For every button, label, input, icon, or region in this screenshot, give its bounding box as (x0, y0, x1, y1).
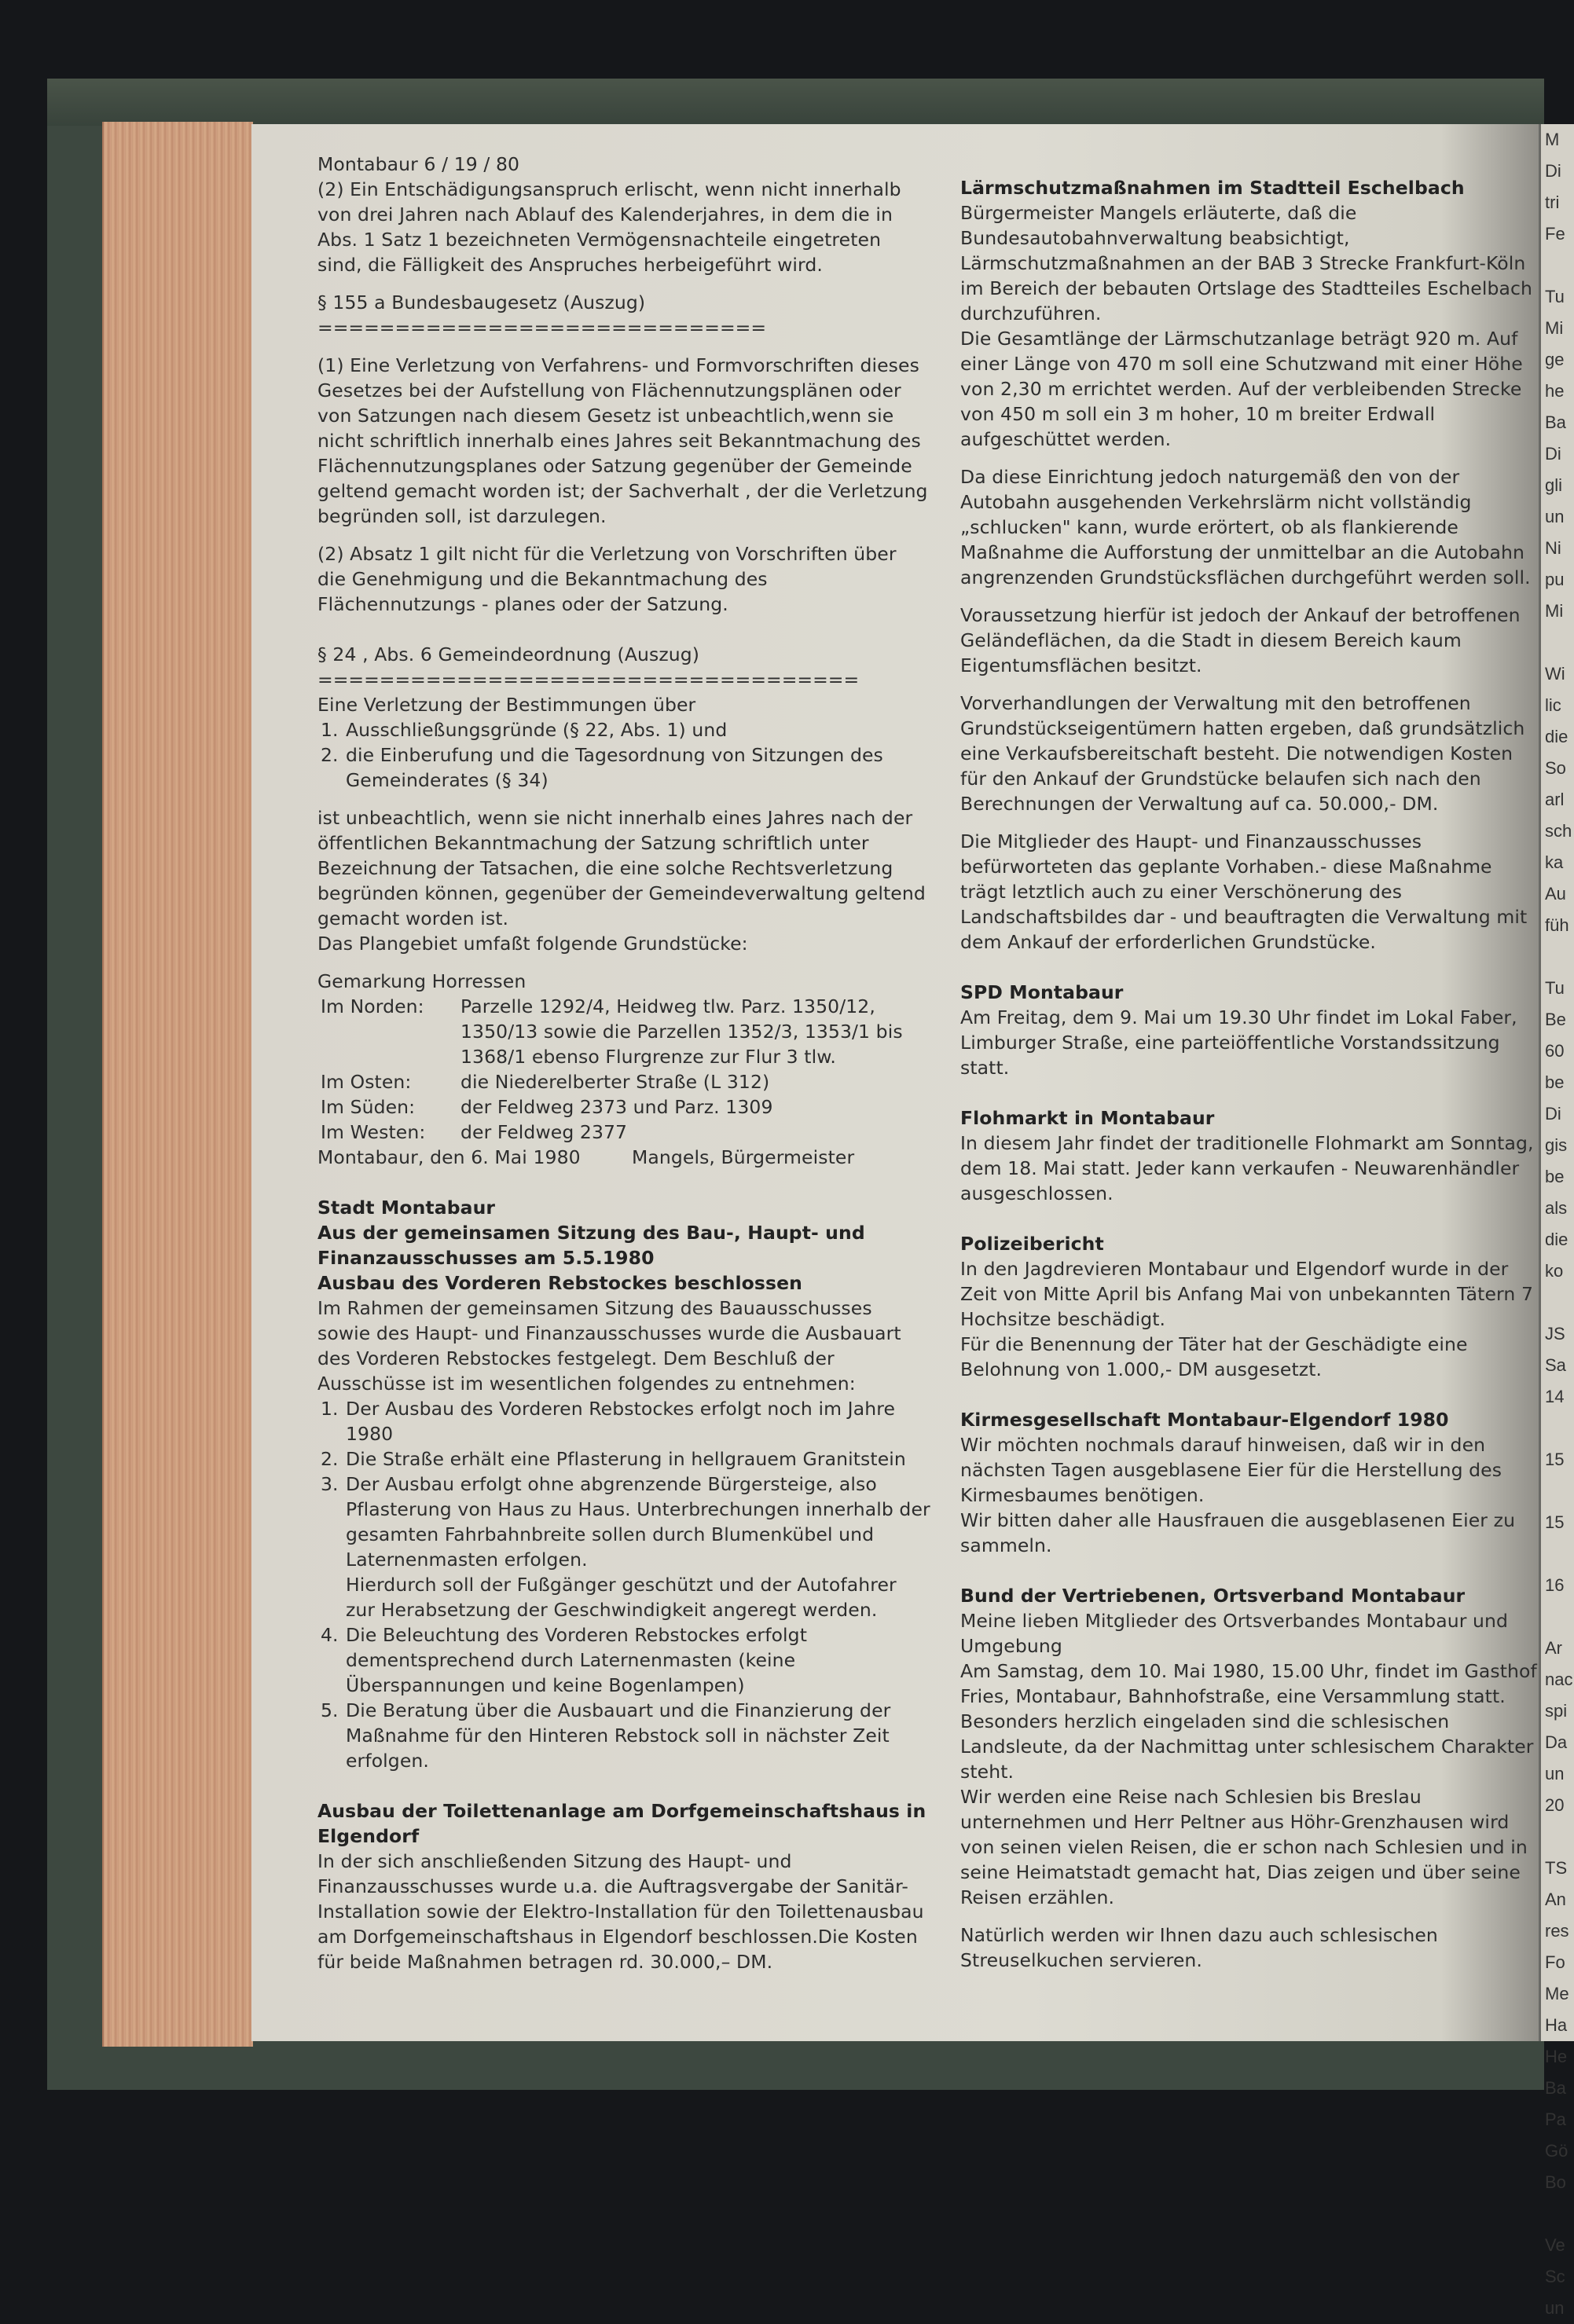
next-page-line: un (1545, 1764, 1565, 1783)
next-page-line: lic (1545, 695, 1561, 715)
next-page-line: die (1545, 727, 1568, 746)
list-item: 3. Der Ausbau erfolgt ohne abgrenzende Bürgersteige, also Pflasterung von Haus zu Haus. Unterbrechungen innerhalb der gesamten Fahrbahnbreite sollen durch Blumenkübel und Laternenmasten erfolgen. Hierdurch soll der Fußgänger geschützt und der Autofahrer zur Herabsetzung der Geschwindigkeit angeregt werden. (321, 1473, 930, 1621)
paragraph-kirmes-1: Wir möchten nochmals darauf hinweisen, daß wir in den nächsten Tagen ausgeblasene Eier für die Herstellung des Kirmesbaumes benötigen. (960, 1434, 1502, 1506)
next-page-line: Fo (1545, 1952, 1565, 1972)
paragraph-155a-2: (2) Absatz 1 gilt nicht für die Verletzung von Vorschriften über die Genehmigung und die Bekanntmachung des Flächennutzungs - planes oder der Satzung. (317, 543, 897, 615)
paragraph-laerm-2: Die Gesamtlänge der Lärmschutzanlage beträgt 920 m. Auf einer Länge von 470 m soll eine Schutzwand mit einer Höhe von 2,30 m errichtet werden. Auf der verbleibenden Strecke von 450 m soll ein 3 m hoher, 10 m breiter Erdwall aufgeschüttet werden. (960, 328, 1523, 450)
next-page-line: 15 (1545, 1450, 1565, 1469)
next-page-line: So (1545, 758, 1566, 778)
next-page-line: Ba (1545, 412, 1566, 432)
next-page-line: Wi (1545, 664, 1565, 684)
list-item: 2. Die Straße erhält eine Pflasterung in hellgrauem Granitstein (321, 1448, 906, 1470)
next-page-line: 14 (1545, 1387, 1565, 1406)
paragraph-155a-1: (1) Eine Verletzung von Verfahrens- und Formvorschriften dieses Gesetzes bei der Aufstellung von Flächennutzungsplänen oder von Satzungen nach diesem Gesetz ist unbeachtlich,wenn sie nicht schriftlich innerhalb eines Jahres seit Bekanntmachung des Flächennutzungsplanes oder Satzung gegenüber der Gemeinde geltend gemacht worden ist; der Sachverhalt , der die Verletzung begründen soll, ist darzulegen. (317, 354, 928, 527)
next-page-line: M (1545, 130, 1560, 149)
paragraph-spd: Am Freitag, dem 9. Mai um 19.30 Uhr findet im Lokal Faber, Limburger Straße, eine parteiöffentliche Vorstandssitzung statt. (960, 1006, 1517, 1079)
next-page-line: Sc (1545, 2267, 1565, 2286)
heading-toilette: Ausbau der Toilettenanlage am Dorfgemeinschaftshaus in Elgendorf (317, 1800, 926, 1847)
signature-place: Montabaur, den 6. Mai 1980 (317, 1146, 581, 1168)
table-row: Im Westen: der Feldweg 2377 (321, 1121, 628, 1143)
next-page-line: ka (1545, 852, 1564, 872)
heading-kirmes: Kirmesgesellschaft Montabaur-Elgendorf 1980 (960, 1409, 1449, 1431)
paragraph-flohmarkt: In diesem Jahr findet der traditionelle Flohmarkt am Sonntag, dem 18. Mai statt. Jeder kann verkaufen - Neuwarenhändler ausgeschlossen. (960, 1132, 1534, 1204)
next-page-line: Ar (1545, 1638, 1562, 1658)
next-page-line: Da (1545, 1732, 1568, 1752)
list-item: 4. Die Beleuchtung des Vorderen Rebstockes erfolgt dementsprechend durch Laternenmasten (keine Überspannungen und keine Bogenlampen) (321, 1624, 808, 1696)
paragraph-laerm-5: Vorverhandlungen der Verwaltung mit den betroffenen Grundstückseigentümern hatten ergeben, daß grundsätzlich eine Verkaufsbereitschaft besteht. Die notwendigen Kosten für den Ankauf der Grundstücke belaufen sich nach den Berechnungen der Verwaltung auf ca. 50.000,- DM. (960, 692, 1525, 815)
next-page-line: als (1545, 1198, 1568, 1218)
heading-155a: § 155 a Bundesbaugesetz (Auszug) (317, 291, 646, 313)
next-page-line: 16 (1545, 1575, 1565, 1595)
next-page-line (1541, 941, 1574, 973)
table-row: Im Osten: die Niederelberter Straße (L 312) (321, 1071, 770, 1093)
list-24 (317, 717, 930, 793)
paragraph-vertriebene-2: Am Samstag, dem 10. Mai 1980, 15.00 Uhr, findet im Gasthof Fries, Montabaur, Bahnhofstraße, eine Versammlung statt. Besonders herzlich eingeladen sind die schlesischen Landsleute, da der Nachmittag unter schlesischem Charakter steht. (960, 1660, 1537, 1783)
heading-polizei: Polizeibericht (960, 1233, 1104, 1255)
page-header: Montabaur 6 / 19 / 80 (317, 153, 520, 175)
heading-stadt: Stadt Montabaur (317, 1197, 496, 1219)
heading-24: § 24 , Abs. 6 Gemeindeordnung (Auszug) (317, 643, 700, 665)
next-page-line (1541, 250, 1574, 281)
heading-flohmarkt: Flohmarkt in Montabaur (960, 1107, 1215, 1129)
paragraph-laerm-3: Da diese Einrichtung jedoch naturgemäß den von der Autobahn ausgehenden Verkehrslärm nicht vollständig „schlucken" kann, wurde erörtert, ob als flankierende Maßnahme die Aufforstung der unmittelbar an die Autobahn angrenzenden Grundstücksflächen durchgeführt werden soll. (960, 466, 1531, 588)
next-page-line: Ha (1545, 2015, 1568, 2035)
next-page-line: sch (1545, 821, 1572, 841)
next-page-line: Mi (1545, 318, 1564, 338)
next-page-line: Ba (1545, 2078, 1566, 2098)
next-page-line: ko (1545, 1261, 1564, 1281)
next-page-line: be (1545, 1072, 1565, 1092)
next-page-line: die (1545, 1230, 1568, 1249)
page-stack-edge (102, 122, 253, 2047)
paragraph-laerm-4: Voraussetzung hierfür ist jedoch der Ankauf der betroffenen Geländeflächen, da die Stadt in diesem Bereich kaum Eigentumsflächen besitzt. (960, 604, 1521, 676)
next-page-line: Ve (1545, 2235, 1565, 2255)
signature-name: Mangels, Bürgermeister (632, 1146, 855, 1168)
next-page-line: Di (1545, 444, 1561, 464)
next-page-line: He (1545, 2047, 1568, 2066)
paragraph-entschaedigung: (2) Ein Entschädigungsanspruch erlischt, wenn nicht innerhalb von drei Jahren nach Ablauf des Kalenderjahres, in dem die in Abs. 1 Satz 1 bezeichneten Vermögensnachteile eingetreten sind, die Fälligkeit des Anspruches herbeigeführt wird. (317, 178, 901, 276)
right-column (960, 175, 1538, 1973)
next-page-line: TS (1545, 1858, 1568, 1878)
next-page-line: Di (1545, 161, 1561, 181)
next-page-line (1541, 1475, 1574, 1507)
next-page-line: Ni (1545, 538, 1561, 558)
paragraph-24: ist unbeachtlich, wenn sie nicht innerhalb eines Jahres nach der öffentlichen Bekanntmachung der Satzung schriftlich unter Bezeichnung der Tatsachen, die eine solche Rechtsverletzung begründen können, gegenüber der Gemeindeverwaltung geltend gemacht worden ist. (317, 807, 926, 929)
paragraph-vertriebene-4: Natürlich werden wir Ihnen dazu auch schlesischen Streuselkuchen servieren. (960, 1924, 1438, 1971)
next-page-line: ge (1545, 350, 1565, 369)
next-page-line: Bo (1545, 2172, 1566, 2192)
paragraph-vertriebene-3: Wir werden eine Reise nach Schlesien bis Breslau unternehmen und Herr Peltner aus Höhr-Grenzhausen wird von seinen vielen Reisen, die er schon nach Schlesien und in seine Heimatstadt gemacht hat, Dias zeigen und über seine Reisen erzählen. (960, 1786, 1528, 1908)
list-item: 1. Ausschließungsgründe (§ 22, Abs. 1) und (321, 719, 728, 741)
next-page-line: spi (1545, 1701, 1568, 1721)
next-page-line: füh (1545, 915, 1569, 935)
heading-rebstock: Ausbau des Vorderen Rebstockes beschlossen (317, 1272, 802, 1294)
rule-24: =================================== (317, 669, 860, 691)
next-page-line: Sa (1545, 1355, 1566, 1375)
next-page-line: tri (1545, 192, 1560, 212)
heading-laerm: Lärmschutzmaßnahmen im Stadtteil Eschelbach (960, 177, 1465, 199)
next-page-line: pu (1545, 570, 1565, 589)
next-page-line: gli (1545, 475, 1563, 495)
next-page-line: Me (1545, 1984, 1569, 2003)
next-page-line: An (1545, 1890, 1566, 1909)
gemarkung: Gemarkung Horressen (317, 970, 527, 992)
next-page-line: res (1545, 1921, 1569, 1941)
next-page-line (1541, 1538, 1574, 1570)
paragraph-laerm-6: Die Mitglieder des Haupt- und Finanzausschusses befürworteten das geplante Vorhaben.- diese Maßnahme trägt letztlich auch zu einer Verschönerung des Landschaftsbildes dar - und beauftragten die Verwaltung mit dem Ankauf der erforderlichen Grundstücke. (960, 830, 1528, 953)
next-page-line (1541, 1413, 1574, 1444)
next-page-line: Gö (1545, 2141, 1568, 2161)
next-page-line: be (1545, 1167, 1565, 1186)
binder-top-strip (47, 79, 1544, 126)
next-page-line: he (1545, 381, 1565, 401)
next-page-line: arl (1545, 790, 1565, 809)
heading-vertriebene: Bund der Vertriebenen, Ortsverband Montabaur (960, 1585, 1466, 1607)
next-page-line: Mi (1545, 601, 1564, 621)
paragraph-24-intro: Eine Verletzung der Bestimmungen über (317, 694, 696, 716)
next-page-line: 20 (1545, 1795, 1565, 1815)
next-page-line: 15 (1545, 1512, 1565, 1532)
next-page-line: Tu (1545, 978, 1565, 998)
paragraph-toilette: In der sich anschließenden Sitzung des Haupt- und Finanzausschusses wurde u.a. die Auftragsvergabe der Sanitär-Installation sowie der Elektro-Installation für den Toilettenausbau am Dorfgemeinschaftshaus in Elgendorf beschlossen.Die Kosten für beide Maßnahmen betragen rd. 30.000,– DM. (317, 1850, 924, 1973)
list-item: 1. Der Ausbau des Vorderen Rebstockes erfolgt noch im Jahre 1980 (321, 1398, 896, 1445)
next-page-line: Pa (1545, 2110, 1566, 2129)
plan-intro: Das Plangebiet umfaßt folgende Grundstücke: (317, 933, 748, 955)
next-page-line (1541, 1821, 1574, 1853)
subheading-sitzung: Aus der gemeinsamen Sitzung des Bau-, Haupt- und Finanzausschusses am 5.5.1980 (317, 1222, 865, 1269)
location-table (321, 994, 930, 1145)
next-page-line: 60 (1545, 1041, 1565, 1061)
next-page-line: Be (1545, 1010, 1566, 1029)
next-page-line (1541, 1287, 1574, 1318)
next-page-line: JS (1545, 1324, 1565, 1343)
left-column (317, 152, 930, 1974)
next-page-line: un (1545, 507, 1565, 526)
next-page-line: Di (1545, 1104, 1561, 1124)
paragraph-rebstock: Im Rahmen der gemeinsamen Sitzung des Bauausschusses sowie des Haupt- und Finanzausschusses wurde die Ausbauart des Vorderen Rebstockes festgelegt. Dem Beschluß der Ausschüsse ist im wesentlichen folgendes zu entnehmen: (317, 1297, 901, 1395)
table-row: Im Norden: Parzelle 1292/4, Heidweg tlw. Parz. 1350/12, 1350/13 sowie die Parzellen 1352/3, 1353/1 bis 1368/1 ebenso Flurgrenze zur Flur 3 tlw. (321, 995, 903, 1068)
list-item: 2. die Einberufung und die Tagesordnung von Sitzungen des Gemeinderates (§ 34) (321, 744, 883, 791)
next-page-line: Au (1545, 884, 1566, 904)
next-page-line (1541, 1601, 1574, 1633)
heading-spd: SPD Montabaur (960, 981, 1124, 1003)
list-item: 5. Die Beratung über die Ausbauart und die Finanzierung der Maßnahme für den Hinteren Rebstock soll in nächster Zeit erfolgen. (321, 1699, 891, 1772)
next-page-line (1541, 2198, 1574, 2230)
next-page-line: nac (1545, 1670, 1573, 1689)
paragraph-polizei-1: In den Jagdrevieren Montabaur und Elgendorf wurde in der Zeit von Mitte April bis Anfang Mai von unbekannten Tätern 7 Hochsitze beschädigt. (960, 1258, 1534, 1330)
next-page-line (1541, 627, 1574, 658)
paragraph-polizei-2: Für die Benennung der Täter hat der Geschädigte eine Belohnung von 1.000,- DM ausgesetzt. (960, 1333, 1468, 1380)
table-row: Im Süden: der Feldweg 2373 und Parz. 1309 (321, 1096, 773, 1118)
next-page-line: un (1545, 2298, 1565, 2318)
paragraph-laerm-1: Bürgermeister Mangels erläuterte, daß die Bundesautobahnverwaltung beabsichtigt, Lärmschutzmaßnahmen an der BAB 3 Strecke Frankfurt-Köln im Bereich der bebauten Ortslage des Stadtteiles Eschelbach durchzuführen. (960, 202, 1532, 324)
signature-line (317, 1145, 930, 1170)
paragraph-kirmes-2: Wir bitten daher alle Hausfrauen die ausgeblasenen Eier zu sammeln. (960, 1509, 1516, 1556)
rule-155a: ============================= (317, 317, 767, 339)
list-rebstock (317, 1396, 930, 1773)
next-page-line: gis (1545, 1135, 1568, 1155)
next-page-line: Fe (1545, 224, 1565, 244)
paragraph-vertriebene-1: Meine lieben Mitglieder des Ortsverbandes Montabaur und Umgebung (960, 1610, 1509, 1657)
next-page-line: Tu (1545, 287, 1565, 306)
next-page-fragment (1539, 124, 1574, 2318)
